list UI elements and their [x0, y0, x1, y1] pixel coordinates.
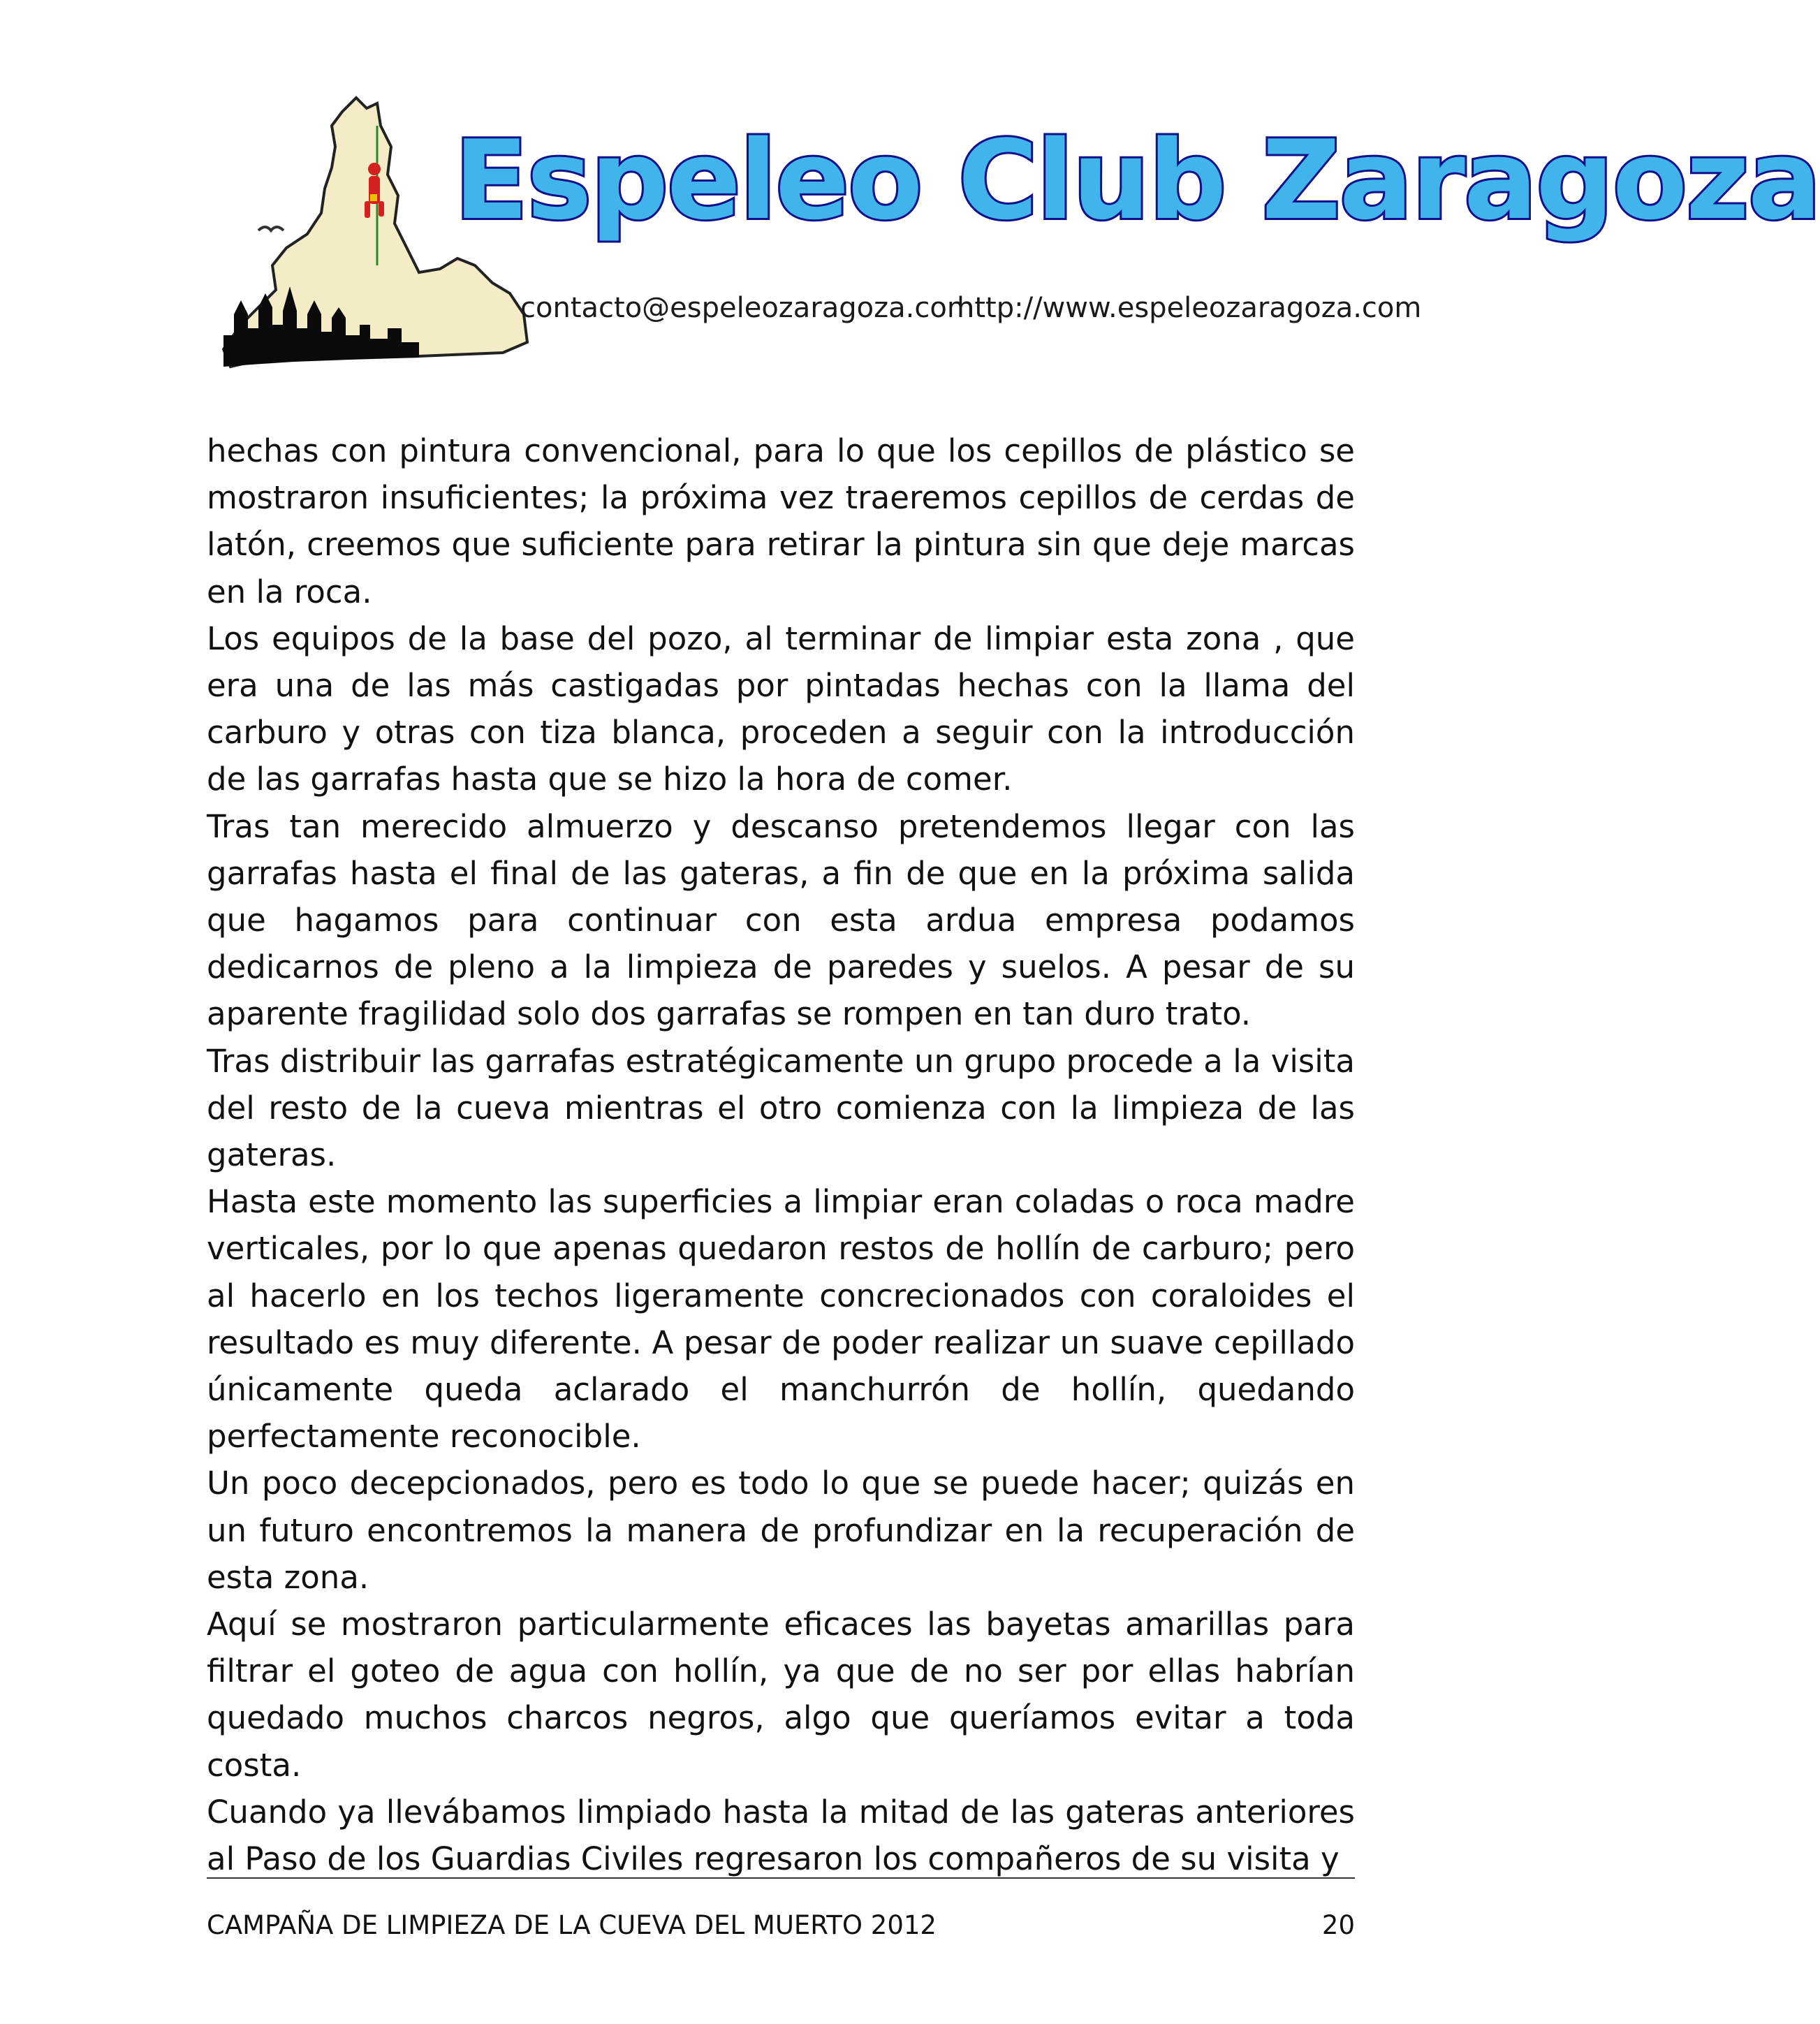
paragraph: Aquí se mostraron particularmente eficaces las bayetas amarillas para filtrar el goteo de agua con hollín, ya que de no ser por ellas habrían quedado muchos charcos negros, algo que queríamos evitar a toda costa. — [207, 1606, 1355, 1784]
paragraph: Tras distribuir las garrafas estratégicamente un grupo procede a la visita del resto de la cueva mientras el otro comienza con la limpieza de las gateras. — [207, 1042, 1355, 1174]
contact-email[interactable]: contacto@espeleozaragoza.com — [520, 292, 974, 324]
climber-harness — [370, 194, 377, 201]
article-body — [207, 427, 1355, 1882]
paragraph: Cuando ya llevábamos limpiado hasta la mitad de las gateras anteriores al Paso de los Guardias Civiles regresaron los compañeros de su visita y — [207, 1793, 1355, 1878]
footer-document-title: CAMPAÑA DE LIMPIEZA DE LA CUEVA DEL MUERTO 2012 — [207, 1910, 937, 1940]
paragraph: hechas con pintura convencional, para lo que los cepillos de plástico se mostraron insuficientes; la próxima vez traeremos cepillos de cerdas de latón, creemos que suficiente para retirar la pintura sin que deje marcas en la roca. — [207, 432, 1355, 610]
paragraph: Tras tan merecido almuerzo y descanso pretendemos llegar con las garrafas hasta el final de las gateras, a fin de que en la próxima salida que hagamos para continuar con esta ardua empresa podamos dedicarnos de pleno a la limpieza de paredes y suelos. A pesar de su aparente fragilidad solo dos garrafas se rompen en tan duro trato. — [207, 807, 1355, 1033]
website-url[interactable]: http://www.espeleozaragoza.com — [957, 292, 1422, 324]
bird-icon — [258, 227, 284, 230]
page-number: 20 — [1321, 1910, 1355, 1940]
footer-divider — [207, 1877, 1355, 1879]
paragraph: Hasta este momento las superficies a limpiar eran coladas o roca madre verticales, por lo que apenas quedaron restos de hollín de carburo; pero al hacerlo en los techos ligeramente concrecionados con coraloides el resultado es muy diferente. A pesar de poder realizar un suave cepillado únicamente queda aclarado el manchurrón de hollín, quedando perfectamente reconocible. — [207, 1183, 1355, 1455]
page-header — [210, 84, 1820, 377]
paragraph: Un poco decepcionados, pero es todo lo que se puede hacer; quizás en un futuro encontremos la manera de profundizar en la recuperación de esta zona. — [207, 1465, 1355, 1596]
club-name-title: Espeleo Club Zaragoza — [454, 117, 1820, 244]
paragraph: Los equipos de la base del pozo, al terminar de limpiar esta zona , que era una de las más castigadas por pintadas hechas con la llama del carburo y otras con tiza blanca, proceden a seguir con la introducción de las garrafas hasta que se hizo la hora de comer. — [207, 619, 1355, 798]
